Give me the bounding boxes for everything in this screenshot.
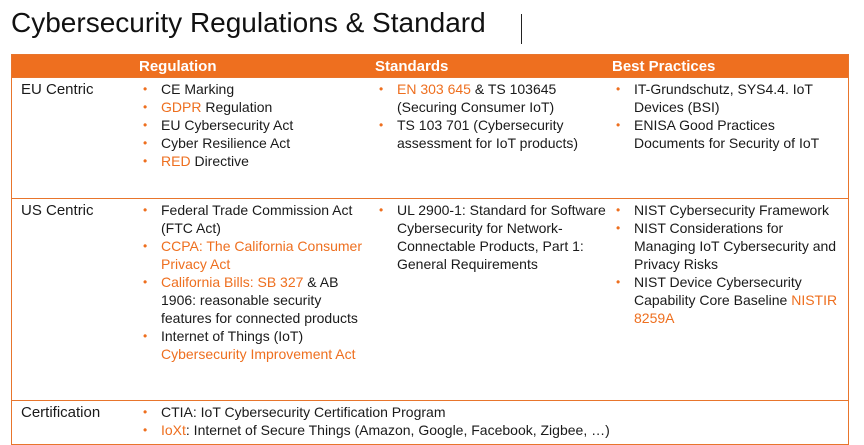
- regulations-table: [11, 54, 849, 445]
- eu-best-practices-cell: [607, 78, 848, 198]
- list-item: [612, 219, 848, 273]
- highlighted-text: GDPR: [161, 99, 202, 115]
- list-item: [612, 273, 848, 327]
- table-row-eu: [12, 77, 848, 198]
- list-item: [139, 116, 370, 134]
- list-item: [375, 201, 607, 273]
- item-text: Directive: [190, 153, 249, 169]
- highlighted-text: NISTIR 8259A: [634, 292, 838, 326]
- item-text: NIST Cybersecurity Framework: [634, 202, 830, 218]
- row-label-eu: EU Centric: [21, 81, 94, 98]
- list-item: [375, 116, 607, 152]
- item-text: Regulation: [201, 99, 273, 115]
- list-item: [139, 80, 370, 98]
- row-label-certification: Certification: [21, 404, 101, 421]
- table-row-us: [12, 198, 848, 400]
- table-header: [12, 55, 848, 77]
- us-regulation-cell: [127, 199, 370, 400]
- list-item: [139, 98, 370, 116]
- list-item: [139, 237, 370, 273]
- us-best-practices-cell: [607, 199, 848, 400]
- highlighted-text: RED: [161, 153, 191, 169]
- item-text: CTIA: IoT Cybersecurity Certification Program: [161, 404, 446, 420]
- highlighted-text: CCPA: The California Consumer Privacy Act: [161, 238, 363, 272]
- item-text: CE Marking: [161, 81, 235, 97]
- header-standards: Standards: [375, 57, 449, 75]
- item-text: & AB 1906: reasonable security features for connected products: [161, 274, 358, 326]
- highlighted-text: California Bills: SB 327: [161, 274, 304, 290]
- item-text: UL 2900-1: Standard for Software Cybersecurity for Network- Connectable Products, Part 1: General Requirements: [397, 202, 606, 272]
- item-text: Federal Trade Commission Act (FTC Act): [161, 202, 353, 236]
- item-text: Internet of Things (IoT): [161, 328, 304, 344]
- highlighted-text: EN 303 645: [397, 81, 471, 97]
- list-item: [139, 152, 370, 170]
- list-item: [139, 327, 370, 363]
- eu-standards-cell: [370, 78, 607, 198]
- eu-regulation-cell: [127, 78, 370, 198]
- page-title: Cybersecurity Regulations & Standard: [11, 7, 486, 38]
- list-item: [612, 116, 848, 152]
- item-text: : Internet of Secure Things (Amazon, Google, Facebook, Zigbee, …): [185, 422, 610, 438]
- item-text: NIST Considerations for Managing IoT Cybersecurity and Privacy Risks: [634, 220, 837, 272]
- item-text: IT-Grundschutz, SYS4.4. IoT Devices (BSI): [634, 81, 813, 115]
- certification-cell: [127, 401, 848, 444]
- list-item: [612, 80, 848, 116]
- table-row-certification: [12, 400, 848, 444]
- list-item: [612, 201, 848, 219]
- row-label-us: US Centric: [21, 202, 94, 219]
- header-regulation: Regulation: [139, 57, 217, 75]
- item-text: EU Cybersecurity Act: [161, 117, 294, 133]
- header-best-practices: Best Practices: [612, 57, 716, 75]
- list-item: [375, 80, 607, 116]
- item-text: NIST Device Cybersecurity Capability Core Baseline: [634, 274, 802, 308]
- item-text: Cyber Resilience Act: [161, 135, 291, 151]
- list-item: [139, 201, 370, 237]
- list-item: [139, 134, 370, 152]
- highlighted-text: IoXt: [161, 422, 186, 438]
- list-item: [139, 403, 848, 421]
- item-text: ENISA Good Practices Documents for Security of IoT: [634, 117, 820, 151]
- highlighted-text: Cybersecurity Improvement Act: [161, 346, 356, 362]
- item-text: & TS 103645 (Securing Consumer IoT): [397, 81, 557, 115]
- text-cursor: [521, 14, 522, 44]
- list-item: [139, 273, 370, 327]
- list-item: [139, 421, 848, 439]
- us-standards-cell: [370, 199, 607, 400]
- item-text: TS 103 701 (Cybersecurity assessment for IoT products): [397, 117, 579, 151]
